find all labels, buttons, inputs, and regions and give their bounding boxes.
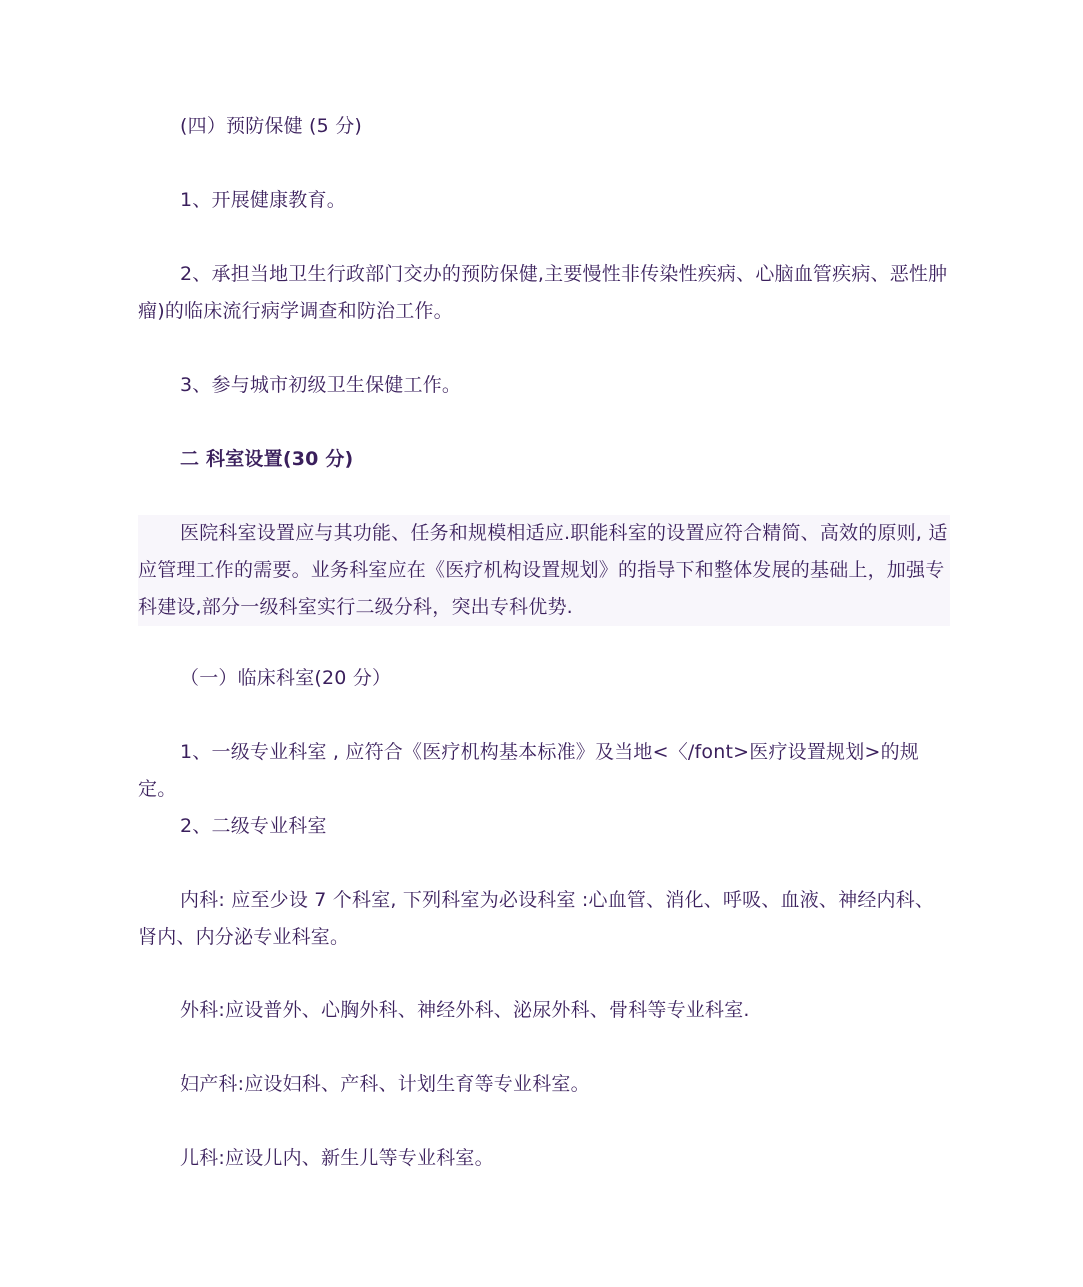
body-paragraph: 内科: 应至少设 7 个科室, 下列科室为必设科室 :心血管、消化、呼吸、血液、神经内科、肾内、内分泌专业科室。	[138, 889, 935, 948]
list-item: 2、承担当地卫生行政部门交办的预防保健,主要慢性非传染性疾病、心脑血管疾病、恶性肿瘤)的临床流行病学调查和防治工作。	[138, 263, 948, 322]
section-heading-departments: 二 科室设置(30 分)	[180, 448, 354, 470]
list-item: 1、一级专业科室 , 应符合《医疗机构基本标准》及当地<〈/font>医疗设置规划>的规定。	[138, 741, 919, 800]
list-item: 3、参与城市初级卫生保健工作。	[180, 374, 462, 396]
body-paragraph: 医院科室设置应与其功能、任务和规模相适应.职能科室的设置应符合精简、高效的原则, 适应管理工作的需要。业务科室应在《医疗机构设置规划》的指导下和整体发展的基础上，加强专科建设,部分一级科室实行二级分科，突出专科优势.	[138, 515, 950, 626]
subsection-heading-clinical: （一）临床科室(20 分）	[180, 667, 392, 689]
section-heading-prevention: (四）预防保健 (5 分)	[180, 115, 363, 137]
body-paragraph: 儿科:应设儿内、新生儿等专业科室。	[180, 1147, 494, 1169]
body-paragraph: 外科:应设普外、心胸外科、神经外科、泌尿外科、骨科等专业科室.	[180, 999, 750, 1021]
list-item: 2、二级专业科室	[180, 815, 327, 837]
body-paragraph: 妇产科:应设妇科、产科、计划生育等专业科室。	[180, 1073, 590, 1095]
list-item: 1、开展健康教育。	[180, 189, 346, 211]
